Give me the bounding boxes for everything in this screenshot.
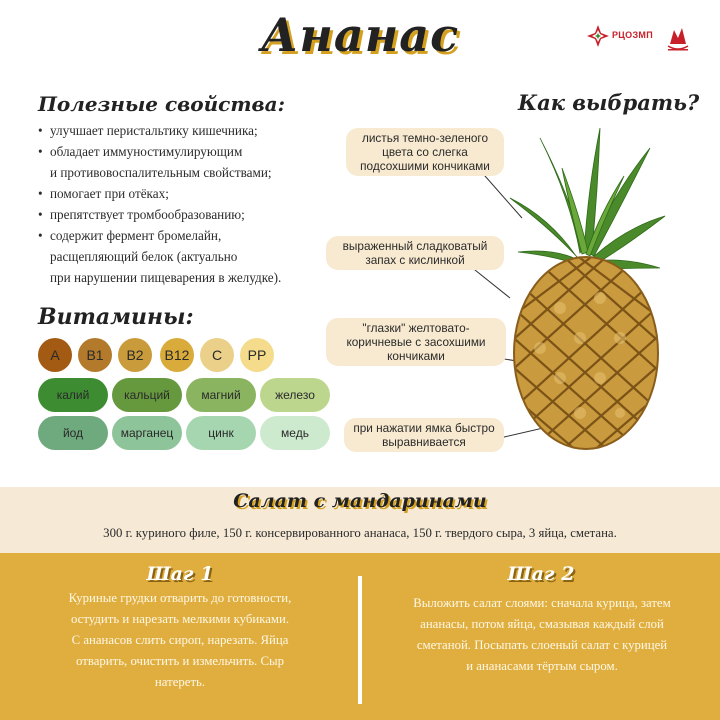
step-2-title: Шаг 2 — [507, 563, 575, 585]
step-1-line: натереть. — [154, 675, 206, 689]
mineral-badge: кальций — [112, 378, 182, 412]
step-1-title: Шаг 1 — [146, 563, 214, 585]
step-1-text — [20, 588, 340, 693]
step-1-line: С ананасов слить сироп, нарезать. Яйца — [71, 633, 289, 647]
step-2-line: сметаной. Посыпать слоеный салат с курицей — [416, 638, 668, 652]
step-2-line: ананасы, потом яйца, смазывая каждый слой — [420, 617, 664, 631]
step-1-line: отварить, очистить и измельчить. Сыр — [76, 654, 284, 668]
mineral-badge: железо — [260, 378, 330, 412]
step-2-line: и ананасами тёртым сыром. — [466, 659, 618, 673]
benefit-item: • препятствует тромбообразованию; — [38, 204, 328, 225]
benefit-item: • улучшает перистальтику кишечника; — [38, 120, 328, 141]
steps-divider — [358, 576, 362, 704]
step-1-line: остудить и нарезать мелкими кубиками. — [70, 612, 290, 626]
step-2-text — [372, 593, 712, 677]
step-1-line: Куриные грудки отварить до готовности, — [68, 591, 292, 605]
page-title: Ананас — [260, 8, 460, 62]
mineral-badge: марганец — [112, 416, 182, 450]
callout-smell: выраженный сладковатый запах с кислинкой — [326, 236, 504, 270]
benefit-item-cont: расщепляющий белок (актуально — [50, 249, 238, 264]
mineral-badge: медь — [260, 416, 330, 450]
benefits-heading: Полезные свойства: — [38, 92, 285, 116]
mineral-badge: магний — [186, 378, 256, 412]
callout-leaves: листья темно-зеленого цвета со слегка подсохшими кончиками — [346, 128, 504, 176]
callout-press: при нажатии ямка быстро выравнивается — [344, 418, 504, 452]
benefit-item: • помогает при отёках; — [38, 183, 328, 204]
vitamin-badge: C — [200, 338, 234, 372]
how-to-choose-heading: Как выбрать? — [518, 90, 700, 115]
vitamin-badge: B1 — [78, 338, 112, 372]
vitamin-badge: PP — [240, 338, 274, 372]
benefit-item: • содержит фермент бромелайн, — [38, 225, 328, 246]
salad-ingredients: 300 г. куриного филе, 150 г. консервированного ананаса, 150 г. твердого сыра, 3 яйца, сметана. — [103, 526, 617, 540]
mineral-badge: цинк — [186, 416, 256, 450]
vitamin-badge: B2 — [118, 338, 152, 372]
vitamin-badge: B12 — [160, 338, 194, 372]
callout-eyes: "глазки" желтовато-коричневые с засохшими кончиками — [326, 318, 506, 366]
step-2-line: Выложить салат слоями: сначала курица, затем — [413, 596, 671, 610]
logo-text: РЦОЗМП — [612, 30, 653, 40]
benefit-item-cont: и противовоспалительным свойствами; — [50, 165, 272, 180]
mineral-badge: йод — [38, 416, 108, 450]
mineral-badge: калий — [38, 378, 108, 412]
vitamins-heading: Витамины: — [38, 304, 194, 330]
vitamin-badge: A — [38, 338, 72, 372]
salad-title: Салат с мандаринами — [233, 490, 487, 512]
pineapple-illustration — [500, 128, 670, 458]
benefit-item: • обладает иммуностимулирующим — [38, 141, 328, 162]
benefit-item-cont: при нарушении пищеварения в желудке). — [50, 270, 282, 285]
